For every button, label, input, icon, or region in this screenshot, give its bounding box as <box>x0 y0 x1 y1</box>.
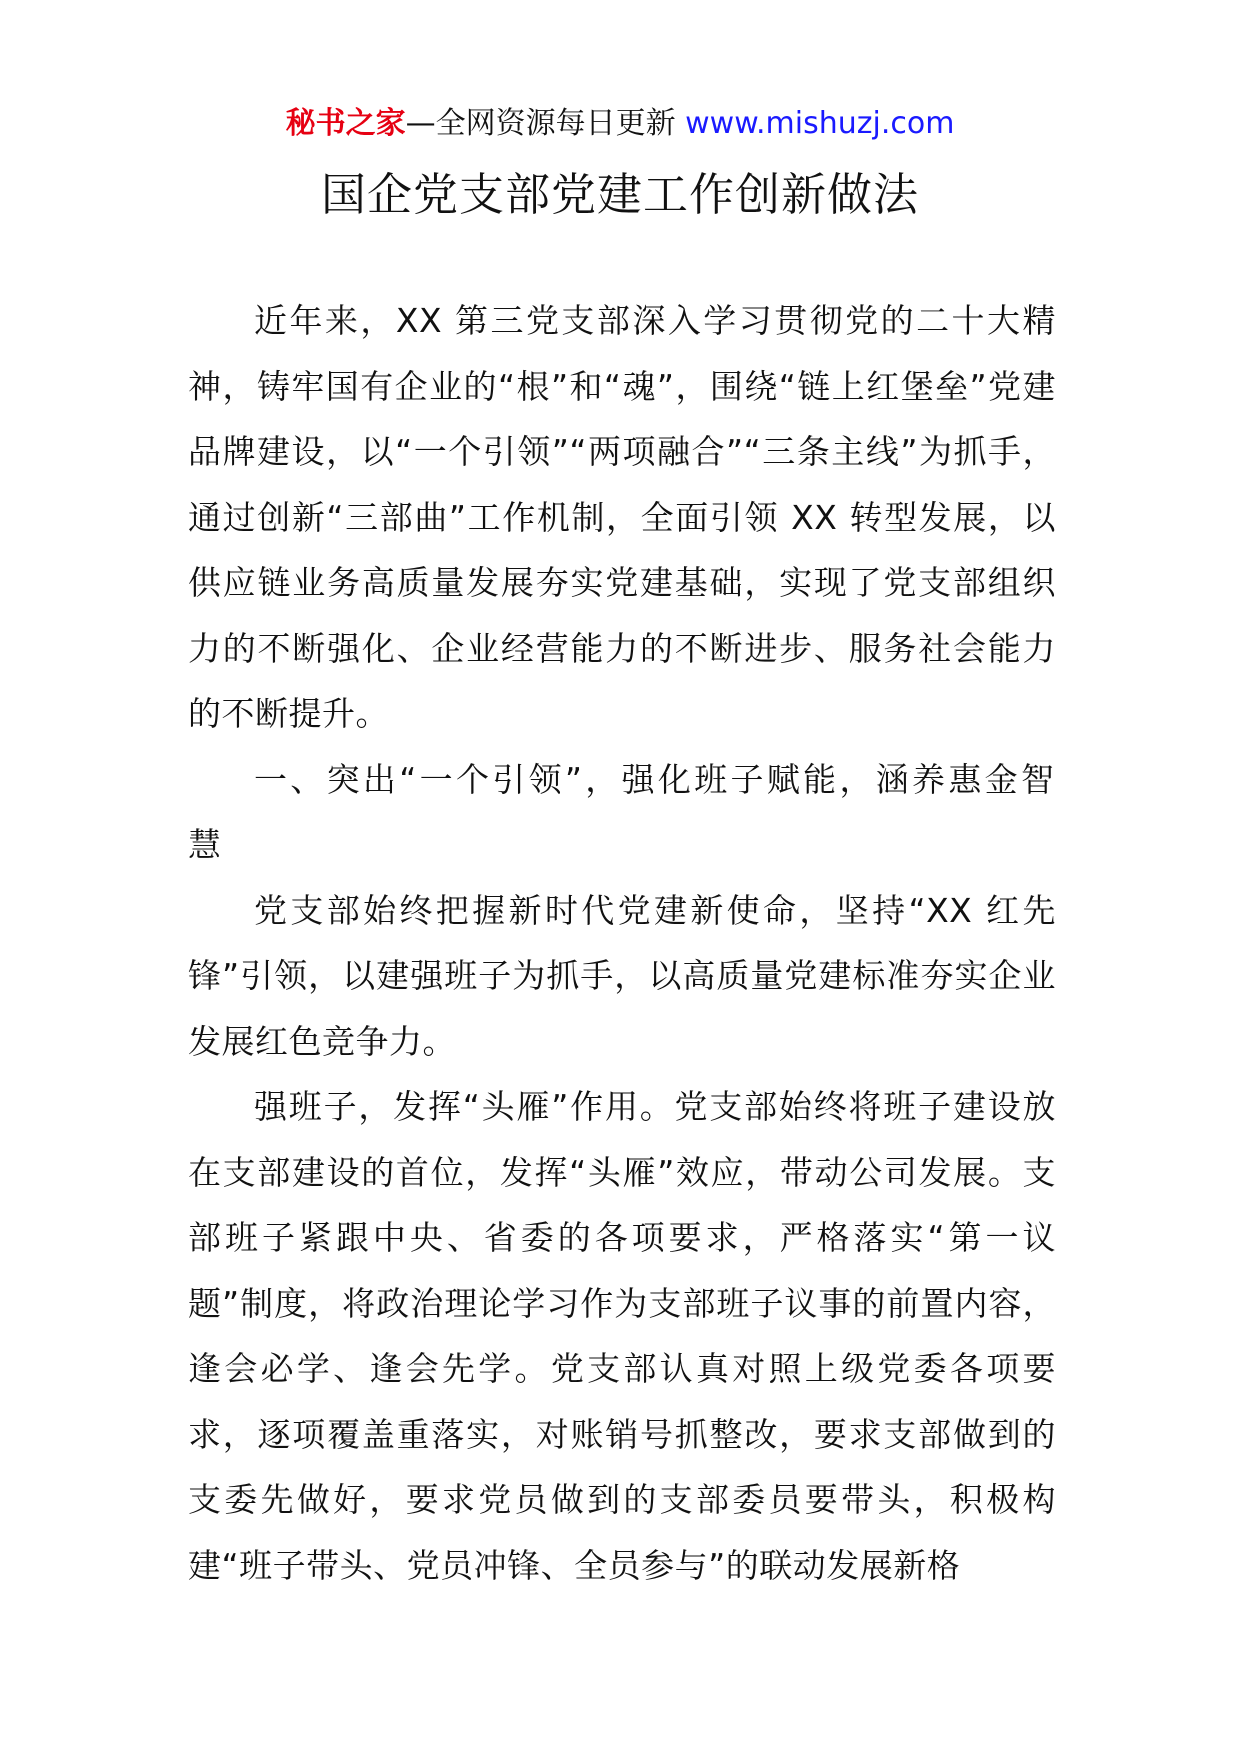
section-paragraph: 党支部始终把握新时代党建新使命，坚持“XX 红先锋”引领，以建强班子为抓手，以高质量党建标准夯实企业发展红色竞争力。 <box>188 890 1056 1061</box>
document-body <box>188 288 1056 1598</box>
section-heading: 一、突出“一个引领”，强化班子赋能，涵养惠金智慧 <box>188 759 1056 864</box>
site-url-link[interactable]: www.mishuzj.com <box>685 106 955 141</box>
brand-name: 秘书之家 <box>285 106 406 141</box>
document-title: 国企党支部党建工作创新做法 <box>320 168 919 221</box>
section-paragraph: 强班子，发挥“头雁”作用。党支部始终将班子建设放在支部建设的首位，发挥“头雁”效应，带动公司发展。支部班子紧跟中央、省委的各项要求，严格落实“第一议题”制度，将政治理论学习作为支部班子议事的前置内容，逢会必学、逢会先学。党支部认真对照上级党委各项要求，逐项覆盖重落实，对账销号抓整改，要求支部做到的支委先做好，要求党员做到的支部委员要带头，积极构建“班子带头、党员冲锋、全员参与”的联动发展新格 <box>188 1087 1056 1585</box>
site-header <box>0 104 1240 144</box>
intro-paragraph: 近年来，XX 第三党支部深入学习贯彻党的二十大精神，铸牢国有企业的“根”和“魂”，围绕“链上红堡垒”党建品牌建设，以“一个引领”“两项融合”“三条主线”为抓手，通过创新“三部曲”工作机制，全面引领 XX 转型发展，以供应链业务高质量发展夯实党建基础，实现了党支部组织力的不断强化、企业经营能力的不断进步、服务社会能力的不断提升。 <box>188 301 1056 733</box>
site-tagline: —全网资源每日更新 <box>405 106 676 141</box>
